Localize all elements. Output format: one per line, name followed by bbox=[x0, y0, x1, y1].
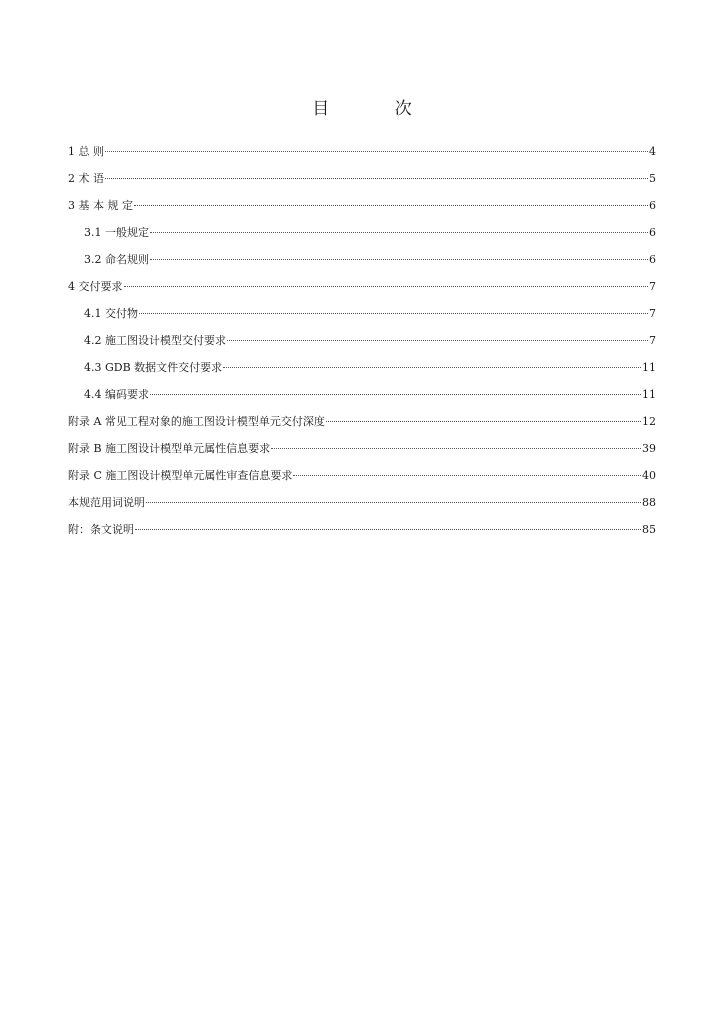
toc-entry-label: 附录 C 施工图设计模型单元属性审查信息要求 bbox=[68, 469, 293, 482]
toc-leader-dots bbox=[150, 259, 648, 260]
toc-leader-dots bbox=[105, 178, 648, 179]
toc-leader-dots bbox=[227, 340, 648, 341]
toc-entry-label: 附录 B 施工图设计模型单元属性信息要求 bbox=[68, 442, 271, 455]
toc-entry-page: 6 bbox=[649, 199, 656, 212]
toc-entry[interactable] bbox=[68, 462, 656, 489]
toc-entry-page: 85 bbox=[642, 523, 656, 536]
toc-entry-page: 11 bbox=[642, 388, 656, 401]
toc-leader-dots bbox=[271, 448, 641, 449]
toc-entry-label: 3.2 命名规则 bbox=[84, 253, 149, 266]
toc-entry[interactable] bbox=[68, 327, 656, 354]
toc-leader-dots bbox=[150, 394, 641, 395]
toc-entry-label: 本规范用词说明 bbox=[68, 496, 145, 509]
toc-entry-page: 4 bbox=[649, 145, 656, 158]
toc-entry-label: 4 交付要求 bbox=[68, 280, 123, 293]
toc-entry-label: 附：条文说明 bbox=[68, 523, 134, 536]
toc-leader-dots bbox=[135, 529, 641, 530]
toc-entry-page: 6 bbox=[649, 253, 656, 266]
toc-entry-page: 7 bbox=[649, 307, 656, 320]
toc-leader-dots bbox=[139, 313, 648, 314]
toc-entry-page: 6 bbox=[649, 226, 656, 239]
toc-entry-label: 2 术 语 bbox=[68, 172, 104, 185]
toc-entry-page: 39 bbox=[642, 442, 656, 455]
toc-entry-page: 11 bbox=[642, 361, 656, 374]
toc-entry-page: 5 bbox=[649, 172, 656, 185]
toc-entry[interactable] bbox=[68, 408, 656, 435]
toc-leader-dots bbox=[223, 367, 641, 368]
toc-entry[interactable] bbox=[68, 138, 656, 165]
toc-entry-label: 附录 A 常见工程对象的施工图设计模型单元交付深度 bbox=[68, 415, 325, 428]
toc-entry-label: 3.1 一般规定 bbox=[84, 226, 149, 239]
toc-entry[interactable] bbox=[68, 489, 656, 516]
toc-entry[interactable] bbox=[68, 219, 656, 246]
toc-entry[interactable] bbox=[68, 435, 656, 462]
toc-entry-label: 4.2 施工图设计模型交付要求 bbox=[84, 334, 226, 347]
toc-entry-page: 40 bbox=[642, 469, 656, 482]
toc-leader-dots bbox=[326, 421, 641, 422]
toc-leader-dots bbox=[134, 205, 648, 206]
toc-leader-dots bbox=[146, 502, 641, 503]
toc-entry[interactable] bbox=[68, 354, 656, 381]
toc-leader-dots bbox=[150, 232, 648, 233]
toc-entry-label: 3 基 本 规 定 bbox=[68, 199, 133, 212]
toc-entry[interactable] bbox=[68, 381, 656, 408]
toc-leader-dots bbox=[293, 475, 641, 476]
toc-title: 目 次 bbox=[312, 99, 442, 119]
toc-entry[interactable] bbox=[68, 192, 656, 219]
toc-entry[interactable] bbox=[68, 300, 656, 327]
toc-entry-page: 7 bbox=[649, 280, 656, 293]
toc-entry-page: 88 bbox=[642, 496, 656, 509]
toc-entry-label: 1 总 则 bbox=[68, 145, 104, 158]
toc-entry-label: 4.4 编码要求 bbox=[84, 388, 149, 401]
toc-entry-label: 4.1 交付物 bbox=[84, 307, 138, 320]
toc-leader-dots bbox=[124, 286, 649, 287]
toc-entry-label: 4.3 GDB 数据文件交付要求 bbox=[84, 361, 223, 374]
toc-entry-page: 7 bbox=[649, 334, 656, 347]
toc-entry[interactable] bbox=[68, 516, 656, 543]
toc-entry-page: 12 bbox=[642, 415, 656, 428]
toc-entry[interactable] bbox=[68, 273, 656, 300]
toc-entry[interactable] bbox=[68, 165, 656, 192]
toc-leader-dots bbox=[105, 151, 648, 152]
toc-list bbox=[68, 138, 656, 543]
toc-entry[interactable] bbox=[68, 246, 656, 273]
